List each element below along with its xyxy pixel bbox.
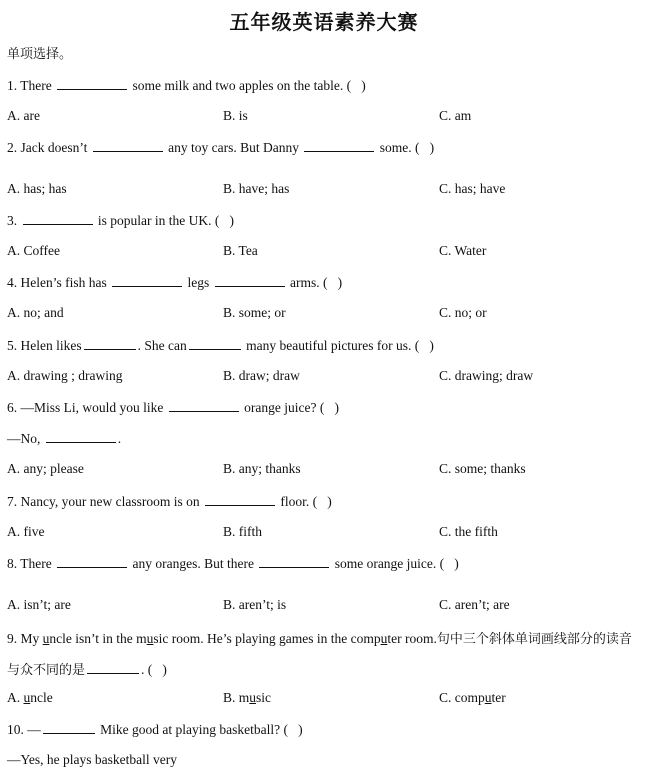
answer-blank[interactable] xyxy=(84,337,136,350)
answer-blank[interactable] xyxy=(215,274,285,287)
option-a[interactable]: A. no; and xyxy=(7,305,64,320)
option-b[interactable]: B. any; thanks xyxy=(223,461,301,476)
answer-blank[interactable] xyxy=(304,139,374,152)
option-b[interactable]: B. draw; draw xyxy=(223,368,300,383)
option-b[interactable]: B. aren’t; is xyxy=(223,597,287,612)
option-b[interactable]: B. some; or xyxy=(223,305,286,320)
option-a[interactable]: A. isn’t; are xyxy=(7,597,71,612)
option-a[interactable]: A. drawing ; drawing xyxy=(7,368,123,383)
question-7: 7. Nancy, your new classroom is on floor. ( ) xyxy=(7,494,332,509)
question-5: 5. Helen likes . She can many beautiful pictures for us. ( ) xyxy=(7,338,434,353)
answer-blank[interactable] xyxy=(112,274,182,287)
option-a[interactable]: A. Coffee xyxy=(7,243,60,258)
option-c[interactable]: C. the fifth xyxy=(439,524,498,539)
answer-blank[interactable] xyxy=(46,430,116,443)
option-c[interactable]: C. computer xyxy=(439,690,506,705)
option-b[interactable]: B. fifth xyxy=(223,524,262,539)
question-10-reply: —Yes, he plays basketball very xyxy=(7,752,177,767)
answer-blank[interactable] xyxy=(57,555,127,568)
option-c[interactable]: C. Water xyxy=(439,243,487,258)
page-title: 五年级英语素养大赛 xyxy=(229,10,419,34)
option-c[interactable]: C. am xyxy=(439,108,472,123)
option-c[interactable]: C. some; thanks xyxy=(439,461,526,476)
question-4: 4. Helen’s fish has legs arms. ( ) xyxy=(7,275,343,290)
question-2: 2. Jack doesn’t any toy cars. But Danny some. ( ) xyxy=(7,140,435,155)
option-b[interactable]: B. have; has xyxy=(223,181,290,196)
question-10: 10. — Mike good at playing basketball? ( ) xyxy=(7,722,303,737)
answer-blank[interactable] xyxy=(205,493,275,506)
answer-blank[interactable] xyxy=(43,721,95,734)
answer-blank[interactable] xyxy=(259,555,329,568)
option-c[interactable]: C. drawing; draw xyxy=(439,368,534,383)
option-c[interactable]: C. aren’t; are xyxy=(439,597,510,612)
question-6: 6. —Miss Li, would you like orange juice? ( ) xyxy=(7,400,339,415)
section-heading: 单项选择。 xyxy=(7,47,73,62)
answer-blank[interactable] xyxy=(169,399,239,412)
question-8: 8. There any oranges. But there some orange juice. ( ) xyxy=(7,556,459,571)
answer-blank[interactable] xyxy=(23,212,93,225)
answer-blank[interactable] xyxy=(93,139,163,152)
option-c[interactable]: C. no; or xyxy=(439,305,487,320)
question-1: 1. There some milk and two apples on the table. ( ) xyxy=(7,78,366,93)
option-a[interactable]: A. five xyxy=(7,524,45,539)
option-a[interactable]: A. any; please xyxy=(7,461,84,476)
question-9: 9. My uncle isn’t in the music room. He’s playing games in the computer room.句中三个斜体单词画线部分的读音 xyxy=(7,631,632,647)
option-a[interactable]: A. are xyxy=(7,108,40,123)
option-a[interactable]: A. uncle xyxy=(7,690,53,705)
option-b[interactable]: B. music xyxy=(223,690,272,705)
answer-blank[interactable] xyxy=(87,661,139,674)
option-c[interactable]: C. has; have xyxy=(439,181,506,196)
option-b[interactable]: B. is xyxy=(223,108,248,123)
option-b[interactable]: B. Tea xyxy=(223,243,258,258)
question-9-line-2: 与众不同的是 . ( ) xyxy=(7,662,167,678)
answer-blank[interactable] xyxy=(57,77,127,90)
answer-blank[interactable] xyxy=(189,337,241,350)
option-a[interactable]: A. has; has xyxy=(7,181,67,196)
question-3: 3. is popular in the UK. ( ) xyxy=(7,213,234,228)
question-6-reply: —No, . xyxy=(7,431,122,446)
